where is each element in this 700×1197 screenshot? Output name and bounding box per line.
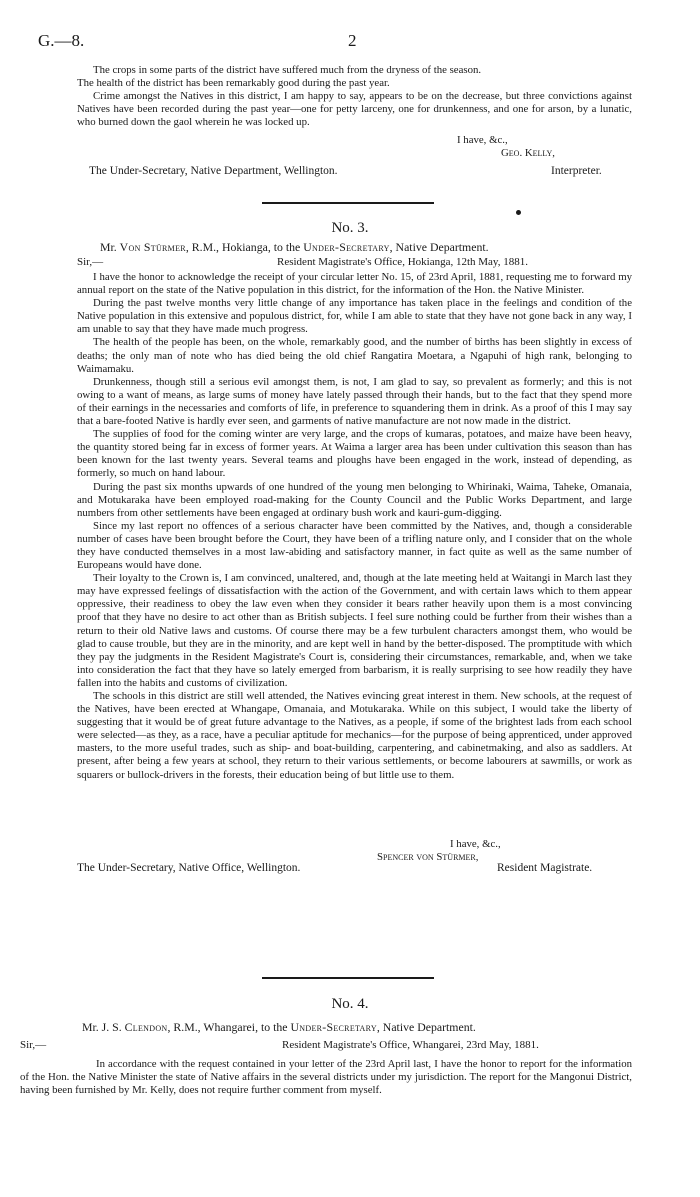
paragraph: Their loyalty to the Crown is, I am convinced, unaltered, and, though at the late meeting held at Waitangi in March last they may have expressed feelings of dissatisfaction with the action of the Government, and with certain laws which to them appear oppressive, their readiness to obey the law even when they consider it bears rather heavily upon them is a most convincing proof that they have no desire to act other than as British subjects. I feel sure nothing could be further from their wishes than a return to their old Native laws and customs. Of course there may be a few turbulent characters amongst them, who would be glad to cause trouble, but they are in the minority, and are kept well in hand by the better-disposed. The promptitude with which they pay the judgments in the Resident Magistrate's Court is, considering their circumstances, remarkable, and, when we take into consideration the fact that they have so lately emerged from barbarism, it is really surprising to see how readily they have fallen into the habits and customs of civilization. (77, 572, 632, 689)
paragraph: The crops in some parts of the district have suffered much from the dryness of the season. (93, 64, 482, 76)
ink-dot (516, 210, 521, 215)
paragraph: During the past six months upwards of one hundred of the young men belonging to Whirinaki, Waima, Taheke, Omanaia, and Motukaraka have been employed road-making for the County Council and the Public Works Department, and large numbers from other settlements have been engaged at ordinary bush work and kauri-gum-digging. (77, 480, 632, 519)
page-header (38, 31, 662, 53)
signatory-title: Resident Magistrate. (497, 862, 593, 874)
signature: Geo. Kelly, (501, 147, 555, 159)
paragraph: In accordance with the request contained in your letter of the 23rd April last, I have the honor to report for the information of the Hon. the Native Minister the state of Native affairs in the several districts under my jurisdiction. The report for the Mangonui District, having been furnished by Mr. Kelly, does not require further comment from myself. (20, 1058, 632, 1097)
section-divider (262, 977, 434, 979)
closing-phrase: I have, &c., (450, 838, 501, 850)
paragraph: The health of the people has been, on the whole, remarkably good, and the number of births has been slightly in excess of deaths; the only man of note who has died being the old chief Rangatira Moetara, a Ngapuhi of high rank, belonging to Waimamaku. (77, 336, 632, 375)
section-heading: No. 3. (331, 220, 369, 236)
salutation-line (77, 256, 632, 270)
section-divider (262, 202, 434, 204)
page-number: 2 (348, 31, 357, 50)
closing-phrase: I have, &c., (457, 134, 508, 146)
addressee: The Under-Secretary, Native Department, Wellington. (89, 165, 338, 177)
letter-closing (77, 134, 632, 182)
paragraph: I have the honor to acknowledge the receipt of your circular letter No. 15, of 23rd April, 1881, requesting me to forward my annual report on the state of the Native population in this district, for the information of the Hon. the Native Minister. (77, 271, 632, 297)
letter-address: Mr. J. S. Clendon, R.M., Whangarei, to the Under-Secretary, Native Department. (82, 1020, 476, 1034)
report-no3-body (77, 271, 632, 782)
report-no4-body (20, 1058, 632, 1097)
addressee: The Under-Secretary, Native Office, Wellington. (77, 862, 301, 874)
salutation: Sir,— (77, 256, 104, 268)
signature: Spencer von Stürmer, (377, 851, 479, 863)
office-dateline: Resident Magistrate's Office, Whangarei, 23rd May, 1881. (282, 1039, 539, 1051)
document-reference: G.—8. (38, 31, 85, 50)
paragraph: The schools in this district are still well attended, the Natives evincing great interest in them. New schools, at the request of the Natives, have been erected at Whangape, Omanaia, and Motukaraka. While on this subject, I would take the liberty of suggesting that it would be of great future advantage to the Natives, as a people, if some of the brightest lads from each school were selected—as they, as a race, have a peculiar aptitude for mechanics—for the purpose of being apprenticed, under approved masters, to the more useful trades, such as ship- and boat-building, carpentering, and cabinetmaking, and also as saddlers. At present, after being a few years at school, they return to their various settlements, or become labourers at sawmills, or work as squarers or bullock-drivers in the forests, their education being of but little use to them. (77, 690, 632, 781)
previous-report-continuation (77, 64, 632, 129)
section-heading: No. 4. (331, 996, 369, 1012)
signatory-title: Interpreter. (551, 165, 602, 177)
office-dateline: Resident Magistrate's Office, Hokianga, 12th May, 1881. (277, 256, 528, 268)
paragraph: During the past twelve months very little change of any importance has taken place in the feelings and condition of the Native population in this extensive and populous district, for, while I am able to state that they have not gone back in any way, I am unable to say that they have made much progress. (77, 297, 632, 336)
paragraph: The supplies of food for the coming winter are very large, and the crops of kumaras, potatoes, and maize have been heavy, the quantity stored being far in excess of former years. At Waima a larger area has been under cultivation this season than has been known for the last twenty years. Several teams and ploughs have been engaged in the work, instead of depending, as formerly, so much on hand labour. (77, 428, 632, 480)
paragraph: Drunkenness, though still a serious evil amongst them, is not, I am glad to say, so prevalent as formerly; and this is not owing to a want of means, as large sums of money have lately passed through their hands, but to the fact that they spend more of their earnings in the necessaries and comforts of life, in preference to squandering them in drink. As a proof of this I may say that a bare-footed Native is hardly ever seen, and garments of native manufacture are not now made in the district. (77, 375, 632, 428)
paragraph: The health of the district has been remarkably good during the past year. (77, 77, 390, 90)
paragraph: Since my last report no offences of a serious character have been committed by the Natives, and, though a considerable number of cases have been brought before the Court, they have been of a trifling nature only, and I consider that on the whole they have conducted themselves in a most law-abiding and satisfactory manner, in fact quite as well as the same number of Europeans would have done. (77, 519, 632, 572)
letter-closing (77, 838, 632, 874)
letter-address: Mr. Von Stürmer, R.M., Hokianga, to the Under-Secretary, Native Department. (100, 240, 489, 254)
paragraph: Crime amongst the Natives in this district, I am happy to say, appears to be on the decrease, but three convictions against Natives have been recorded during the past year—one for petty larceny, one for drunkenness, and one for arson, by a lunatic, who burned down the gaol wherein he was locked up. (77, 90, 632, 129)
salutation-line (20, 1039, 632, 1053)
salutation: Sir,— (20, 1039, 47, 1051)
